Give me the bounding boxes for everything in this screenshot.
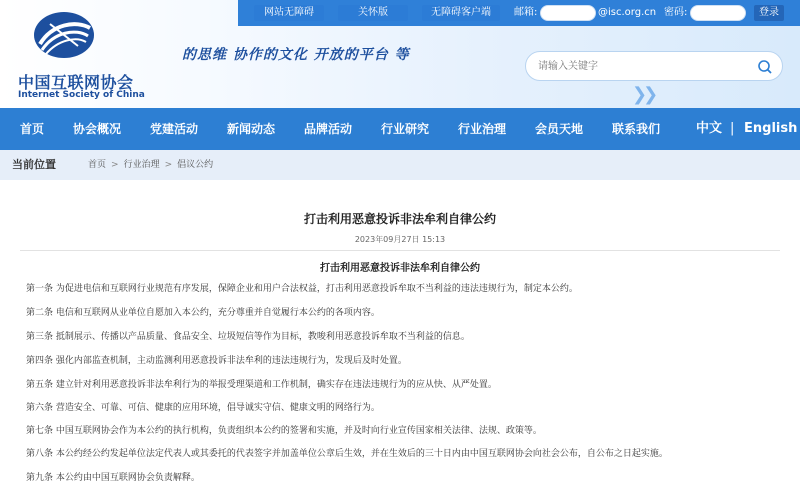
nav-party[interactable]: 党建活动 (150, 122, 199, 136)
nav-research[interactable]: 行业研究 (381, 122, 430, 136)
article-paragraph: 第八条 本公约经公约发起单位法定代表人或其委托的代表签字并加盖单位公章后生效，并在生效后的三十日内由中国互联网协会向社会公布，自公布之日起实施。 (26, 449, 668, 459)
double-chevron-icon: ❯❯ (632, 84, 655, 105)
breadcrumb-separator: > (164, 160, 173, 170)
site-logo[interactable] (14, 8, 145, 106)
article-paragraph: 第四条 强化内部监查机制，主动监测利用恶意投诉非法牟利的违法违规行为，发现后及时处置。 (26, 356, 407, 366)
nav-brand-events[interactable]: 品牌活动 (304, 122, 353, 136)
lang-chinese[interactable]: 中文 (696, 121, 723, 136)
nav-about[interactable]: 协会概况 (73, 122, 122, 136)
breadcrumb-bar (0, 150, 800, 180)
nav-news[interactable]: 新闻动态 (227, 122, 276, 136)
article-paragraph: 第七条 中国互联网协会作为本公约的执行机构，负责组织本公约的签署和实施，并及时向行业宣传国家相关法律、法规、政策等。 (26, 426, 542, 436)
article-paragraph: 第二条 电信和互联网从业单位自愿加入本公约，充分尊重并自觉履行本公约的各项内容。 (26, 308, 380, 318)
password-label: 密码: (664, 7, 688, 18)
logo-text-en: Internet Society of China (18, 90, 145, 100)
nav-home[interactable]: 首页 (20, 122, 45, 136)
email-field[interactable] (540, 5, 596, 21)
site-header (0, 0, 800, 108)
article-paragraph: 第一条 为促进电信和互联网行业规范有序发展，保障企业和用户合法权益，打击利用恶意投诉牟取不当利益的违法违规行为，制定本公约。 (26, 284, 578, 294)
logo-text-cn: 中国互联网协会 (18, 73, 134, 92)
nav-governance[interactable]: 行业治理 (458, 122, 507, 136)
search-input[interactable] (538, 57, 738, 75)
breadcrumb-governance[interactable]: 行业治理 (123, 160, 160, 170)
login-button[interactable]: 登录 (754, 5, 784, 21)
breadcrumb-title: 当前位置 (12, 158, 56, 171)
nav-members[interactable]: 会员天地 (535, 122, 584, 136)
search-icon[interactable] (756, 58, 774, 76)
breadcrumb-current[interactable]: 倡议公约 (177, 160, 214, 170)
article-paragraph: 第六条 营造安全、可靠、可信、健康的应用环境，倡导诚实守信、健康文明的网络行为。 (26, 403, 380, 413)
accessibility-button[interactable]: 网站无障碍 (254, 5, 324, 21)
article-subtitle: 打击利用恶意投诉非法牟利自律公约 (320, 263, 480, 274)
divider (20, 250, 780, 251)
article-paragraph: 第五条 建立针对利用恶意投诉非法牟利行为的举报受理渠道和工作机制，确实存在违法违规行为的应从快、从严处置。 (26, 380, 497, 390)
breadcrumb-home[interactable]: 首页 (88, 160, 107, 170)
search-box (525, 51, 783, 81)
isc-logo-icon (32, 10, 96, 60)
lang-separator: | (730, 121, 735, 136)
slogan-banner: 的思维 协作的文化 开放的平台 等 (182, 47, 410, 63)
breadcrumb (88, 150, 213, 180)
article-paragraph: 第九条 本公约由中国互联网协会负责解释。 (26, 473, 200, 483)
article-paragraph: 第三条 抵制展示、传播以产品质量、食品安全、垃圾短信等作为目标，教唆利用恶意投诉牟取不当利益的信息。 (26, 332, 470, 342)
email-domain: @isc.org.cn (598, 7, 657, 18)
article-date: 2023年09月27日 15:13 (354, 235, 446, 244)
accessibility-client-button[interactable]: 无障碍客户端 (422, 5, 500, 21)
article-title: 打击利用恶意投诉非法牟利自律公约 (303, 212, 496, 226)
breadcrumb-separator: > (111, 160, 119, 170)
email-label: 邮箱: (514, 7, 538, 18)
elder-mode-button[interactable]: 关怀版 (338, 5, 408, 21)
lang-english[interactable]: English (744, 121, 798, 136)
nav-contact[interactable]: 联系我们 (612, 122, 661, 136)
password-field[interactable] (690, 5, 746, 21)
main-nav (0, 108, 800, 150)
